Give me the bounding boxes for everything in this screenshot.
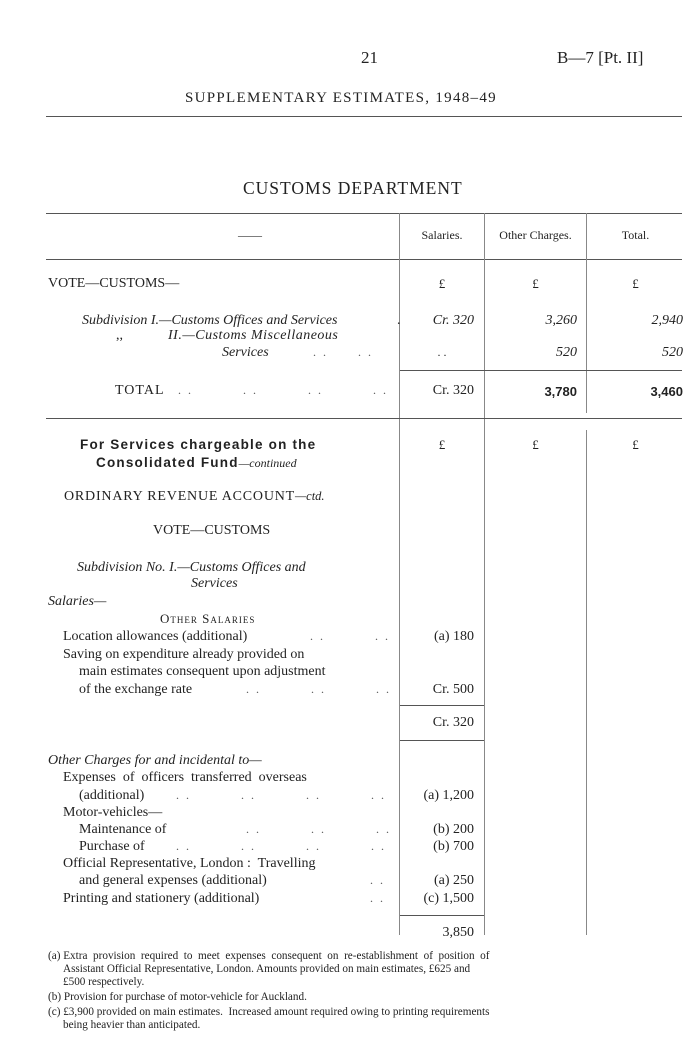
location-allowances-value: (a) 180 (433, 629, 474, 644)
footnote-c-line1: (c) £3,900 provided on main estimates. Increased amount required owing to printing requirements (48, 1006, 490, 1018)
subdivision-2-other: 520 (556, 345, 577, 360)
other-charges-subtotal: 3,850 (442, 925, 474, 940)
summary-total-other: 3,780 (544, 384, 577, 399)
summary-pound-other: £ (532, 276, 539, 291)
summary-pound-salaries: £ (438, 276, 446, 291)
subdivision-2-total: 520 (662, 345, 683, 360)
subdivision-1-dots: . (397, 313, 401, 328)
official-rep-dots: . . (370, 873, 385, 887)
detail-heading-line2 (96, 455, 297, 471)
subdivision-2-label: II.—Customs Miscellaneous (168, 328, 339, 343)
detail-pound-total: £ (632, 437, 639, 452)
footnote-a-line1: (a) Extra provision required to meet expenses consequent on re-establishment of position of (48, 950, 490, 962)
official-rep-value: (a) 250 (433, 873, 474, 888)
official-rep-line2: and general expenses (additional) (79, 873, 267, 888)
printing-value: (c) 1,500 (423, 891, 474, 906)
detail-heading-continued: —continued (238, 456, 297, 470)
salaries-heading: Salaries— (48, 594, 107, 609)
detail-heading-fund: Consolidated Fund (96, 455, 239, 470)
purchase-dots: . . . . . . . . (176, 839, 386, 853)
page-number: 21 (361, 48, 378, 67)
summary-total-total: 3,460 (650, 384, 683, 399)
other-charges-subtotal-rule (400, 915, 484, 916)
other-charges-heading: Other Charges for and incidental to— (48, 753, 262, 768)
other-salaries-heading: Other Salaries (160, 611, 256, 626)
expenses-value: (a) 1,200 (423, 788, 474, 803)
summary-total-label: TOTAL (115, 383, 165, 398)
motor-vehicles-heading: Motor-vehicles— (63, 805, 163, 820)
subdivision-1-other: 3,260 (545, 313, 577, 328)
summary-total-dots: . . . . . . . . (178, 383, 388, 397)
saving-line2: main estimates consequent upon adjustment (79, 664, 326, 679)
printing-dots: . . (370, 891, 385, 905)
summary-vote-label: VOTE—CUSTOMS— (48, 276, 180, 291)
subdivision-2-label-cont: Services (222, 345, 269, 360)
saving-value: Cr. 500 (432, 682, 474, 697)
header-rule (46, 116, 682, 117)
purchase-value: (b) 700 (433, 839, 474, 854)
location-allowances-label: Location allowances (additional) (63, 629, 248, 644)
saving-dots: . . . . . . (246, 682, 391, 696)
subdivision-2-dots: . . . . (313, 345, 373, 359)
maintenance-value: (b) 200 (433, 822, 474, 837)
detail-vote-heading: VOTE—CUSTOMS (153, 523, 271, 538)
subdivision-1-salaries: Cr. 320 (432, 313, 474, 328)
column-divider-3b (586, 430, 587, 935)
location-allowances-dots: . . . . (310, 629, 390, 643)
document-reference: B—7 [Pt. II] (557, 48, 644, 67)
account-heading (64, 489, 325, 505)
subdivision-1-label: Subdivision I.—Customs Offices and Services (82, 313, 338, 328)
subdivision-1-total: 2,940 (651, 313, 683, 328)
saving-line1: Saving on expenditure already provided on (63, 647, 305, 662)
subdivision-2-salaries: . . (437, 345, 447, 359)
detail-pound-salaries: £ (438, 437, 446, 452)
salaries-subtotal-bottom-rule (400, 740, 484, 741)
saving-line3: of the exchange rate (79, 682, 193, 697)
total-top-rule (400, 370, 682, 371)
footnote-a-line2: Assistant Official Representative, London. Amounts provided on main estimates, £625 and (63, 963, 471, 975)
subdivision-2-prefix: ,, (116, 328, 123, 343)
summary-total-salaries: Cr. 320 (432, 383, 474, 398)
expenses-line2: (additional) (79, 788, 145, 803)
department-title: CUSTOMS DEPARTMENT (243, 178, 463, 198)
detail-subdivision-line1: Subdivision No. I.—Customs Offices and (77, 560, 306, 575)
account-heading-cont: —ctd. (295, 489, 325, 503)
official-rep-line1: Official Representative, London : Travelling (63, 856, 316, 871)
summary-bottom-rule (46, 418, 682, 419)
detail-heading-line1: For Services chargeable on the (80, 437, 317, 452)
printing-label: Printing and stationery (additional) (63, 891, 260, 906)
column-header-salaries: Salaries. (421, 228, 463, 242)
page-title: SUPPLEMENTARY ESTIMATES, 1948–49 (185, 90, 497, 106)
column-header-description: —— (238, 228, 262, 242)
column-header-other-charges: Other Charges. (499, 228, 572, 242)
summary-pound-total: £ (632, 276, 639, 291)
column-header-total: Total. (621, 228, 650, 242)
maintenance-label: Maintenance of (79, 822, 167, 837)
detail-subdivision-line2: Services (191, 576, 238, 591)
footnote-a-line3: £500 respectively. (63, 976, 145, 988)
footnote-c-line2: being heavier than anticipated. (63, 1019, 201, 1031)
expenses-dots: . . . . . . . . (176, 788, 386, 802)
maintenance-dots: . . . . . . (246, 822, 391, 836)
column-divider-3 (586, 213, 587, 413)
detail-pound-other: £ (532, 437, 539, 452)
footnote-b-line1: (b) Provision for purchase of motor-vehicle for Auckland. (48, 991, 307, 1003)
salaries-subtotal-rule (400, 705, 484, 706)
expenses-line1: Expenses of officers transferred overseas (63, 770, 307, 785)
purchase-label: Purchase of (79, 839, 145, 854)
account-heading-text: ORDINARY REVENUE ACCOUNT (64, 489, 296, 504)
salaries-subtotal: Cr. 320 (432, 715, 474, 730)
